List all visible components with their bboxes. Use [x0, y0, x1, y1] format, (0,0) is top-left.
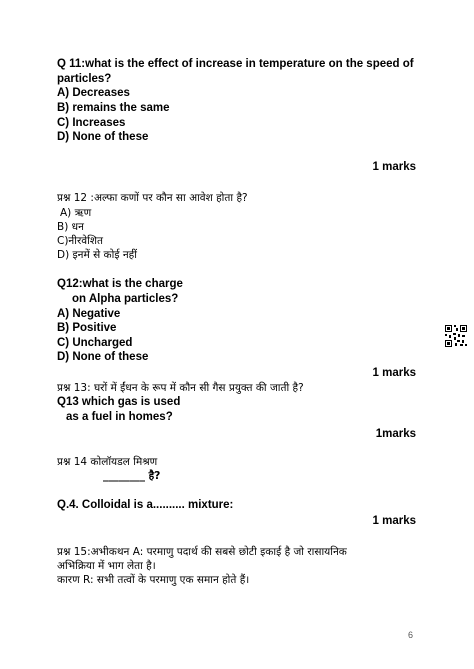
q11-option-d: D) None of these: [57, 131, 149, 143]
q12-hindi-option-c: C)नीरवेशित: [57, 235, 103, 247]
q11-marks: 1 marks: [372, 161, 416, 173]
q15-line3: कारण R: सभी तत्वों के परमाणु एक समान होते हैं।: [57, 574, 250, 586]
q13-hindi-question: प्रश्न 13: घरों में ईंधन के रूप में कौन सी गैस प्रयुक्त की जाती है?: [57, 382, 304, 394]
q15-line1: प्रश्न 15:अभीकथन A: परमाणु पदार्थ की सबसे छोटी इकाई है जो रासायनिक: [57, 546, 347, 558]
q11-option-a: A) Decreases: [57, 87, 130, 99]
q12-question-line1: Q12:what is the charge: [57, 278, 183, 290]
q12-marks: 1 marks: [372, 367, 416, 379]
q12-hindi-option-a: A) ऋण: [60, 207, 92, 219]
q11-question-line1: Q 11:what is the effect of increase in temperature on the speed of: [57, 58, 414, 70]
q12-question-line2: on Alpha particles?: [72, 293, 179, 305]
q14-question: Q.4. Colloidal is a.......... mixture:: [57, 499, 234, 511]
q14-hindi-line1: प्रश्न 14 कोलॉयडल मिश्रण: [57, 456, 158, 468]
q12-hindi-question: प्रश्न 12 :अल्फा कणों पर कौन सा आवेश होता है?: [57, 192, 248, 204]
q13-marks: 1marks: [375, 428, 416, 440]
qr-code-icon: [444, 324, 468, 348]
q14-hindi-line2: ________ है?: [103, 470, 161, 482]
page-number: 6: [408, 630, 414, 640]
q11-option-b: B) remains the same: [57, 102, 170, 114]
q15-line2: अभिक्रिया में भाग लेता है।: [57, 560, 156, 572]
q12-option-b: B) Positive: [57, 322, 117, 334]
q12-hindi-option-b: B) धन: [57, 221, 84, 233]
q11-question-line2: particles?: [57, 73, 112, 85]
q12-option-a: A) Negative: [57, 308, 121, 320]
q11-option-c: C) Increases: [57, 117, 126, 129]
q12-option-d: D) None of these: [57, 351, 149, 363]
q13-question-line1: Q13 which gas is used: [57, 396, 181, 408]
q13-question-line2: as a fuel in homes?: [66, 411, 173, 423]
q12-hindi-option-d: D) इनमें से कोई नहीं: [57, 249, 137, 261]
q14-marks: 1 marks: [372, 515, 416, 527]
q12-option-c: C) Uncharged: [57, 337, 133, 349]
